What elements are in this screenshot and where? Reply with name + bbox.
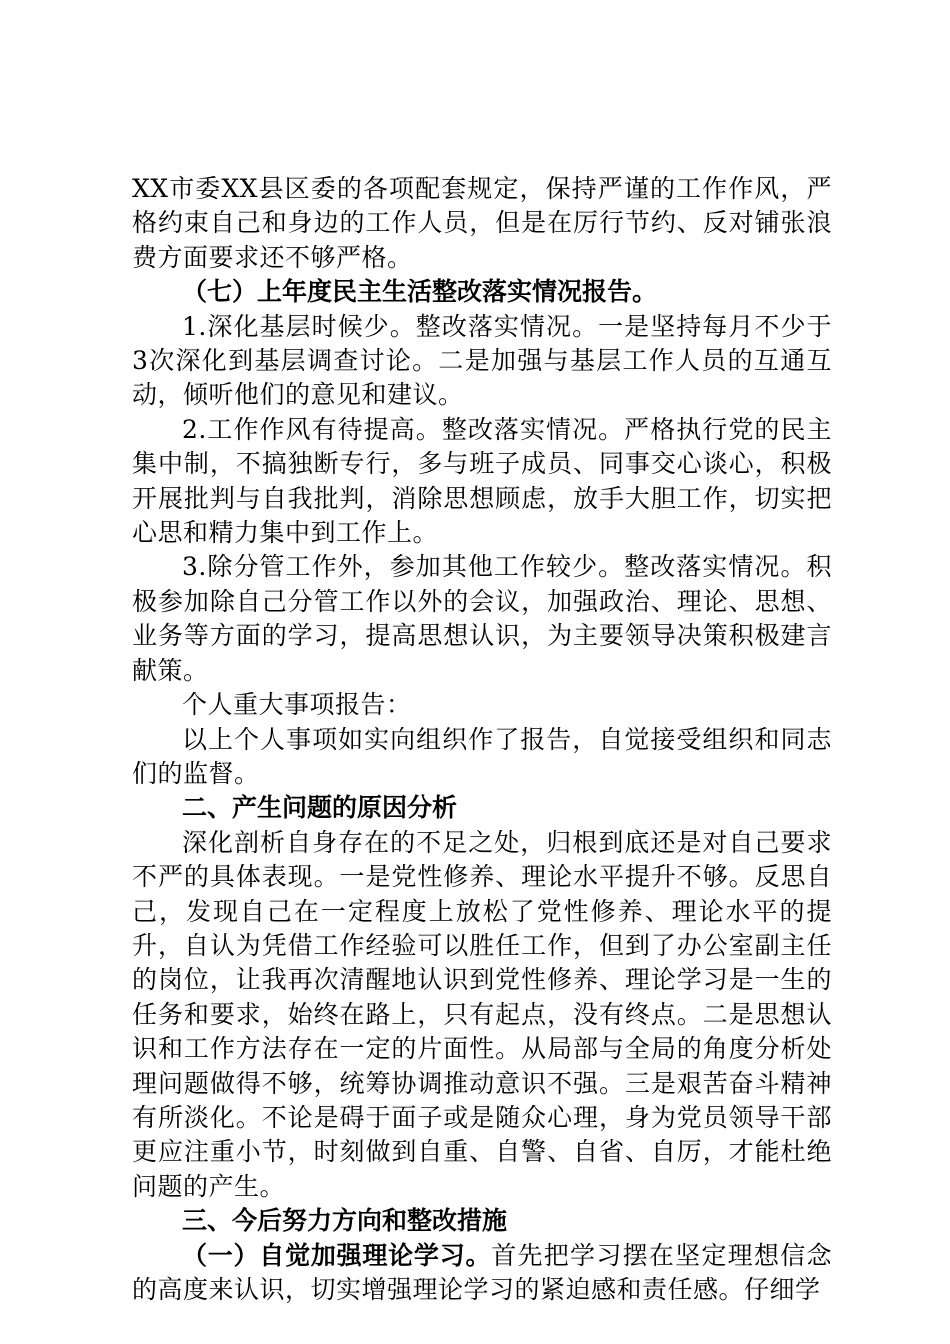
section-heading-3: 三、今后努力方向和整改措施 (182, 1206, 508, 1236)
section-heading-2: 二、产生问题的原因分析 (182, 793, 458, 823)
document-page (132, 172, 832, 1307)
paragraph-personal-report-label: 个人重大事项报告： (182, 690, 412, 720)
measure-1-heading: （一）自觉加强理论学习。 (182, 1240, 492, 1270)
paragraph-continuation: XX市委XX县区委的各项配套规定，保持严谨的工作作风，严格约束自己和身边的工作人员，但是在厉行节约、反对铺张浪费方面要求还不够严格。 (132, 174, 832, 272)
measure-1-text: 首先把学习摆在坚定理想信念的高度来认识，切实增强理论学习的紧迫感和责任感。仔细学 (132, 1240, 832, 1304)
paragraph-measure-1 (132, 1239, 832, 1308)
paragraph-cause-analysis: 深化剖析自身存在的不足之处，归根到底还是对自己要求不严的具体表现。一是党性修养、理论水平提升不够。反思自己，发现自己在一定程度上放松了党性修养、理论水平的提升，自认为凭借工作经验可以胜任工作，但到了办公室副主任的岗位，让我再次清醒地认识到党性修养、理论学习是一生的任务和要求，始终在路上，只有起点，没有终点。二是思想认识和工作方法存在一定的片面性。从局部与全局的角度分析处理问题做得不够，统筹协调推动意识不强。三是艰苦奋斗精神有所淡化。不论是碍于面子或是随众心理，身为党员领导干部更应注重小节，时刻做到自重、自警、自省、自厉，才能杜绝问题的产生。 (132, 827, 832, 1201)
paragraph-item-1: 1.深化基层时候少。整改落实情况。一是坚持每月不少于3次深化到基层调查讨论。二是加强与基层工作人员的互通互动，倾听他们的意见和建议。 (132, 311, 832, 410)
section-heading-7: （七）上年度民主生活整改落实情况报告。 (182, 277, 658, 307)
paragraph-item-2: 2.工作作风有待提高。整改落实情况。严格执行党的民主集中制，不搞独断专行，多与班子成员、同事交心谈心，积极开展批判与自我批判，消除思想顾虑，放手大胆工作，切实把心思和精力集中到工作上。 (132, 414, 832, 548)
paragraph-item-3: 3.除分管工作外，参加其他工作较少。整改落实情况。积极参加除自己分管工作以外的会议，加强政治、理论、思想、业务等方面的学习，提高思想认识，为主要领导决策积极建言献策。 (132, 552, 832, 685)
paragraph-personal-report: 以上个人事项如实向组织作了报告，自觉接受组织和同志们的监督。 (132, 724, 832, 788)
